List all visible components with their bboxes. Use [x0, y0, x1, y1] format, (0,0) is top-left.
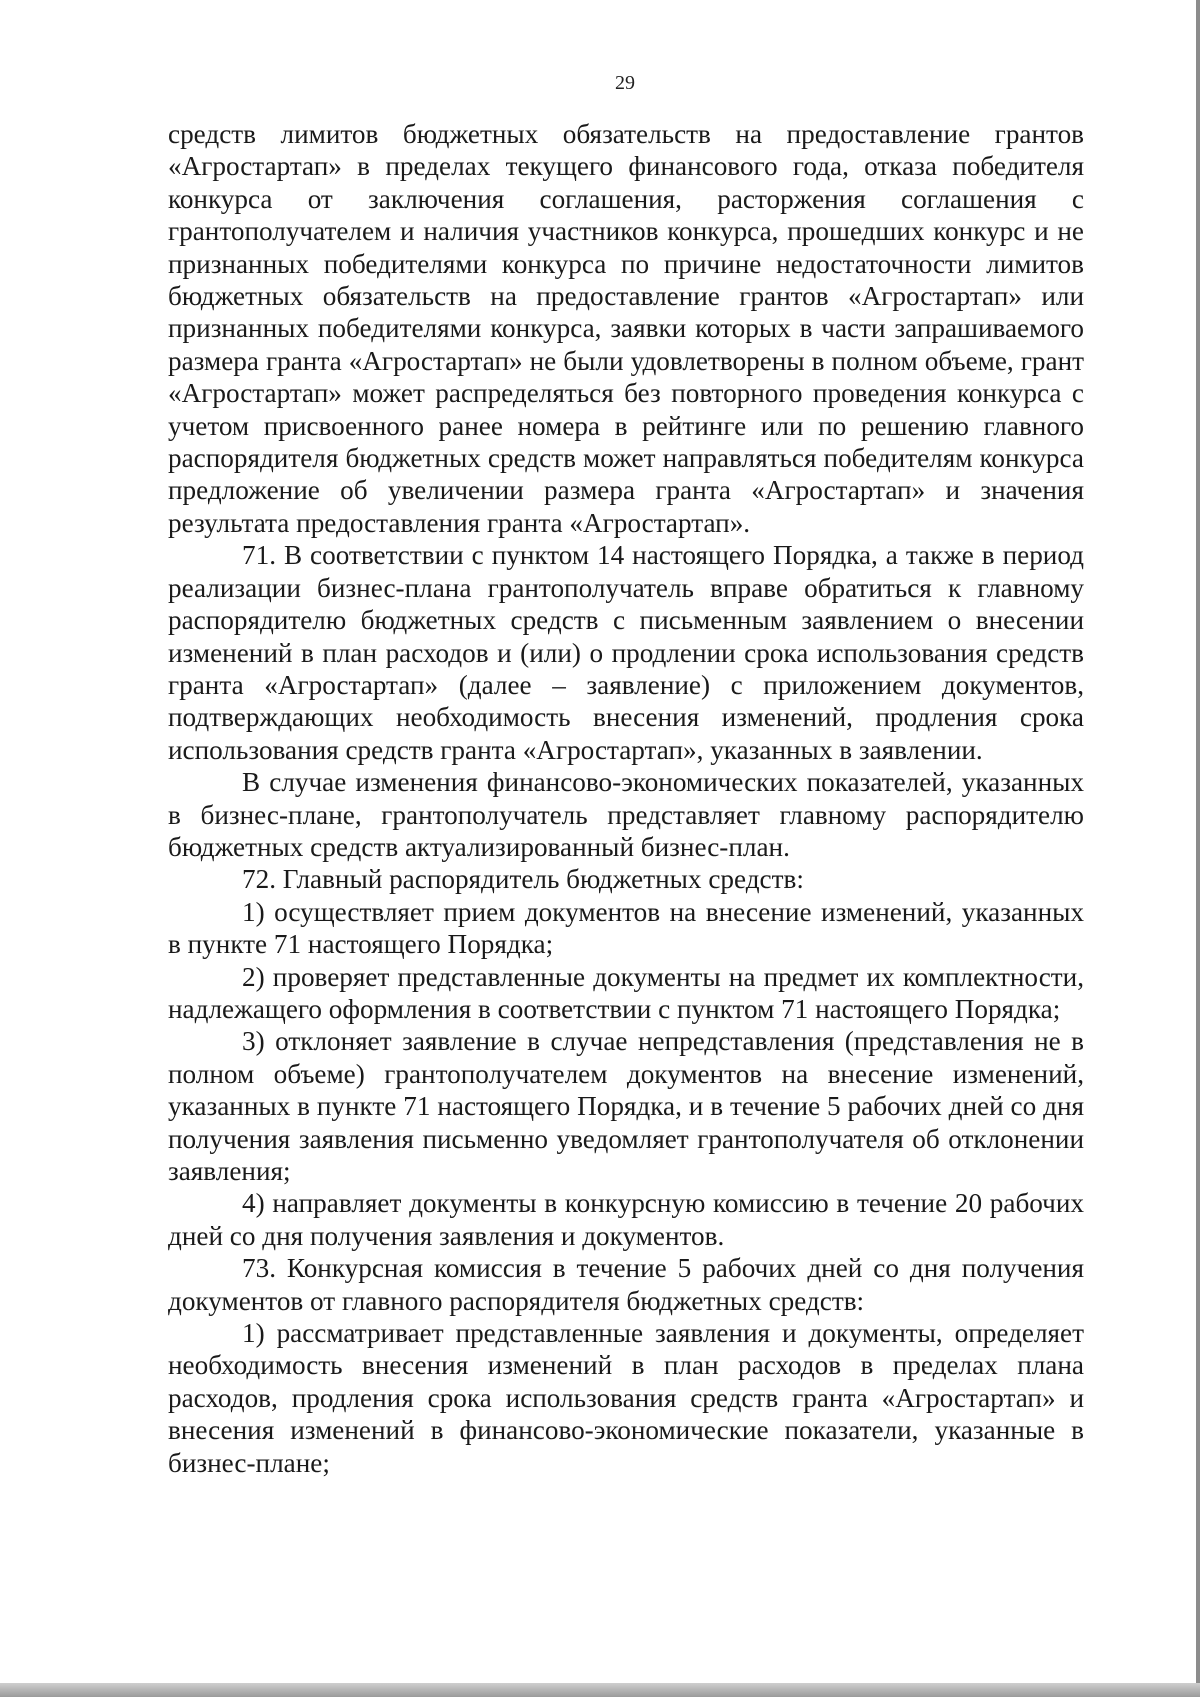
document-body [168, 118, 1084, 1479]
paragraph-72-item-1: 1) осуществляет прием документов на внесение изменений, указанных в пункте 71 настоящего Порядка; [168, 896, 1084, 960]
paragraph-72-item-4: 4) направляет документы в конкурсную комиссию в течение 20 рабочих дней со дня получения заявления и документов. [168, 1188, 1084, 1251]
paragraph-71-business-plan: В случае изменения финансово-экономических показателей, указанных в бизнес-плане, грантополучатель представляет главному распорядителю бюджетных средств актуализированный бизнес-план. [168, 767, 1084, 862]
scan-edge-right [1196, 0, 1200, 1697]
page-number: 29 [615, 72, 635, 94]
paragraph-72-item-3: 3) отклоняет заявление в случае непредставления (представления не в полном объеме) грантополучателем документов на внесение изменений, указанных в пункте 71 настоящего Порядка, и в течение 5 рабочих дней со дня получения заявления письменно уведомляет грантополучателя об отклонении заявления; [168, 1026, 1084, 1186]
scan-edge-bottom [0, 1683, 1200, 1697]
paragraph-73-item-1: 1) рассматривает представленные заявления и документы, определяет необходимость внесения изменений в план расходов в пределах плана расходов, продления срока использования средств гранта «Агростартап» и внесения изменений в финансово-экономические показатели, указанные в бизнес-плане; [168, 1318, 1084, 1478]
paragraph-72-item-2: 2) проверяет представленные документы на предмет их комплектности, надлежащего оформления в соответствии с пунктом 71 настоящего Порядка; [168, 961, 1084, 1024]
paragraph-continuation: средств лимитов бюджетных обязательств на предоставление грантов «Агростартап» в пределах текущего финансового года, отказа победителя конкурса от заключения соглашения, расторжения соглашения с грантополучателем и наличия участников конкурса, прошедших конкурс и не признанных победителями конкурса по причине недостаточности лимитов бюджетных обязательств на предоставление грантов «Агростартап» или признанных победителями конкурса, заявки которых в части запрашиваемого размера гранта «Агростартап» не были удовлетворены в полном объеме, грант «Агростартап» может распределяться без повторного проведения конкурса с учетом присвоенного ранее номера в рейтинге или по решению главного распорядителя бюджетных средств может направляться победителям конкурса предложение об увеличении размера гранта «Агростартап» и значения результата предоставления гранта «Агростартап». [168, 119, 1084, 538]
paragraph-72: 72. Главный распорядитель бюджетных средств: [242, 864, 804, 895]
paragraph-71: 71. В соответствии с пунктом 14 настоящего Порядка, а также в период реализации бизнес-плана грантополучатель вправе обратиться к главному распорядителю бюджетных средств с письменным заявлением о внесении изменений в план расходов и (или) о продлении срока использования средств гранта «Агростартап» (далее – заявление) с приложением документов, подтверждающих необходимость внесения изменений, продления срока использования средств гранта «Агростартап», указанных в заявлении. [168, 540, 1084, 765]
paragraph-73: 73. Конкурсная комиссия в течение 5 рабочих дней со дня получения документов от главного распорядителя бюджетных средств: [168, 1253, 1084, 1316]
